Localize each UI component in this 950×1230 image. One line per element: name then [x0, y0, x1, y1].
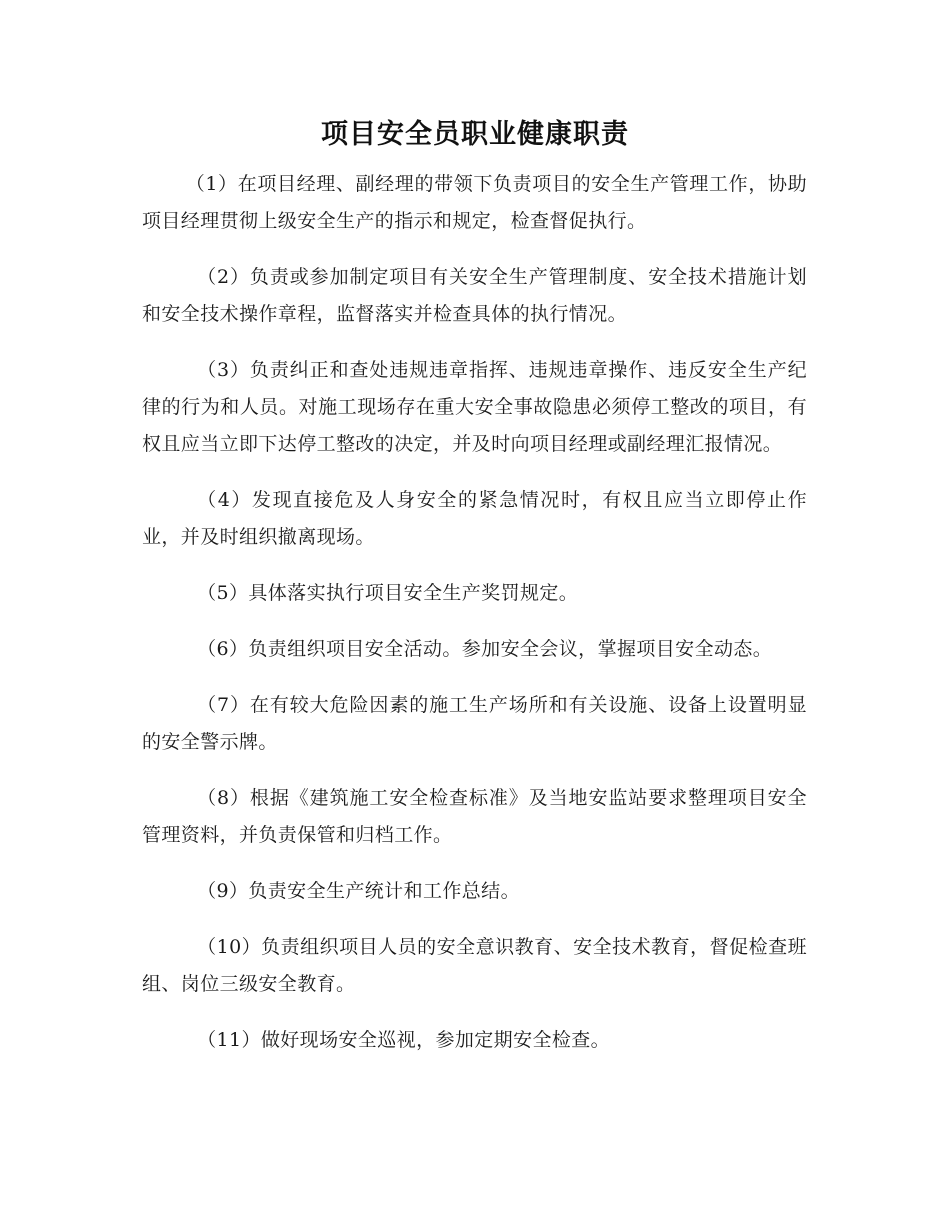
document-body	[142, 166, 807, 1078]
paragraph-1: （1）在项目经理、副经理的带领下负责项目的安全生产管理工作，协助项目经理贯彻上级安全生产的指示和规定，检查督促执行。	[142, 173, 807, 232]
paragraph-5: （5）具体落实执行项目安全生产奖罚规定。	[197, 582, 579, 604]
paragraph-6: （6）负责组织项目安全活动。参加安全会议，掌握项目安全动态。	[197, 638, 773, 660]
paragraph-4: （4）发现直接危及人身安全的紧急情况时，有权且应当立即停止作业，并及时组织撤离现场。	[142, 489, 807, 548]
document-title: 项目安全员职业健康职责	[321, 119, 629, 150]
paragraph-3: （3）负责纠正和查处违规违章指挥、违规违章操作、违反安全生产纪律的行为和人员。对施工现场存在重大安全事故隐患必须停工整改的项目，有权且应当立即下达停工整改的决定，并及时向项目经理或副经理汇报情况。	[142, 359, 807, 455]
paragraph-9: （9）负责安全生产统计和工作总结。	[197, 880, 520, 902]
paragraph-8: （8）根据《建筑施工安全检查标准》及当地安监站要求整理项目安全管理资料，并负责保管和归档工作。	[142, 787, 807, 846]
paragraph-7: （7）在有较大危险因素的施工生产场所和有关设施、设备上设置明显的安全警示牌。	[142, 694, 807, 753]
paragraph-10: （10）负责组织项目人员的安全意识教育、安全技术教育，督促检查班组、岗位三级安全教育。	[142, 936, 807, 995]
paragraph-11: （11）做好现场安全巡视，参加定期安全检查。	[197, 1029, 611, 1051]
paragraph-2: （2）负责或参加制定项目有关安全生产管理制度、安全技术措施计划和安全技术操作章程，监督落实并检查具体的执行情况。	[142, 266, 807, 325]
